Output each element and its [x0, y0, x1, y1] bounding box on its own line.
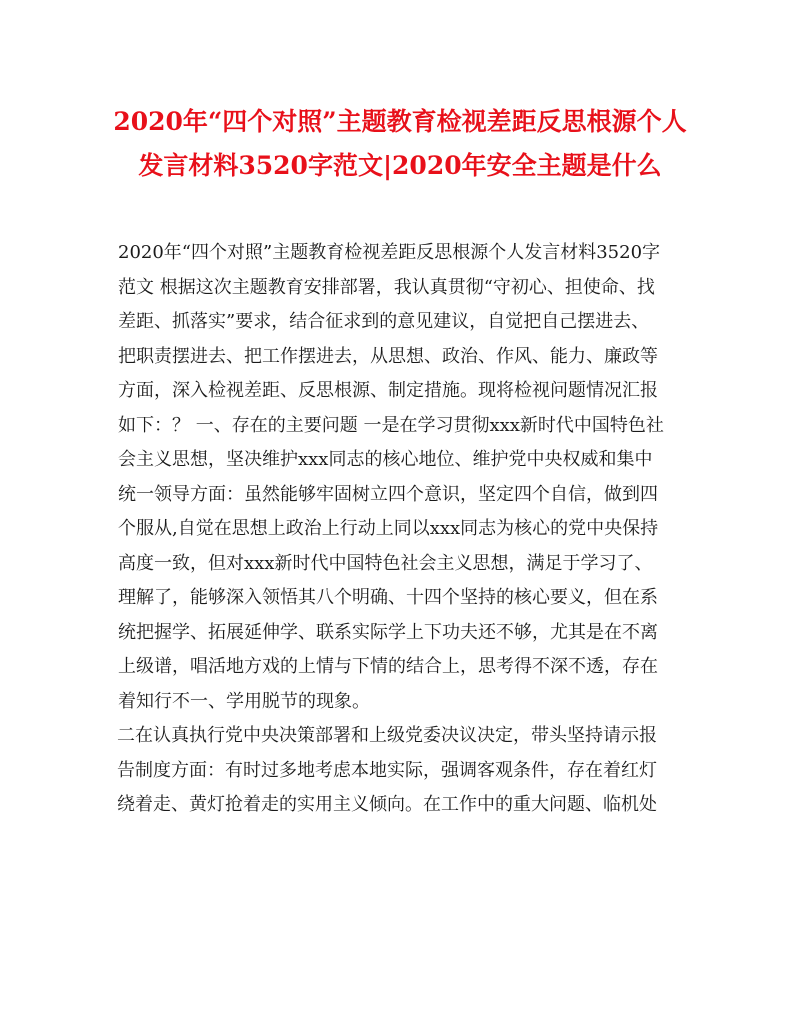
document-body: [118, 236, 688, 823]
paragraph-1: [118, 236, 688, 719]
text-line: 二在认真执行党中央决策部署和上级党委决议决定，带头坚持请示报: [117, 725, 657, 746]
text-line: 统一领导方面：虽然能够牢固树立四个意识，坚定四个自信，做到四: [118, 483, 658, 505]
text-line: 理解了，能够深入领悟其八个明确、十四个坚持的核心要义，但在系: [118, 587, 658, 608]
paragraph-2: [117, 719, 688, 823]
text-line: 会主义思想，坚决维护xxx同志的核心地位、维护党中央权威和集中: [118, 449, 653, 470]
text-line: 把职责摆进去、把工作摆进去，从思想、政治、作风、能力、廉政等: [118, 345, 658, 367]
text-line: 2020年“四个对照”主题教育检视差距反思根源个人发言材料3520字: [118, 242, 661, 263]
text-line: 高度一致，但对xxx新时代中国特色社会主义思想，满足于学习了、: [118, 552, 653, 574]
text-line: 着知行不一、学用脱节的现象。: [118, 690, 370, 712]
text-line: 方面，深入检视差距、反思根源、制定措施。现将检视问题情况汇报: [118, 380, 658, 401]
title-line: 发言材料3520字范文|2020年安全主题是什么: [138, 151, 662, 180]
text-line: 绕着走、黄灯抢着走的实用主义倾向。在工作中的重大问题、临机处: [117, 794, 657, 815]
title-line: 2020年“四个对照”主题教育检视差距反思根源个人: [113, 107, 687, 136]
text-line: 告制度方面：有时过多地考虑本地实际，强调客观条件，存在着红灯: [117, 759, 657, 781]
text-line: 如下：？ 一、存在的主要问题 一是在学习贯彻xxx新时代中国特色社: [118, 414, 664, 436]
text-line: 统把握学、拓展延伸学、联系实际学上下功夫还不够，尤其是在不离: [118, 621, 658, 643]
text-line: 范文 根据这次主题教育安排部署，我认真贯彻“守初心、担使命、找: [118, 276, 655, 298]
text-line: 个服从,自觉在思想上政治上行动上同以xxx同志为核心的党中央保持: [118, 518, 659, 539]
document-title: [100, 100, 700, 188]
text-line: 差距、抓落实”要求，结合征求到的意见建议，自觉把自己摆进去、: [118, 311, 650, 332]
text-line: 上级谱，唱活地方戏的上情与下情的结合上，思考得不深不透，存在: [118, 656, 658, 677]
